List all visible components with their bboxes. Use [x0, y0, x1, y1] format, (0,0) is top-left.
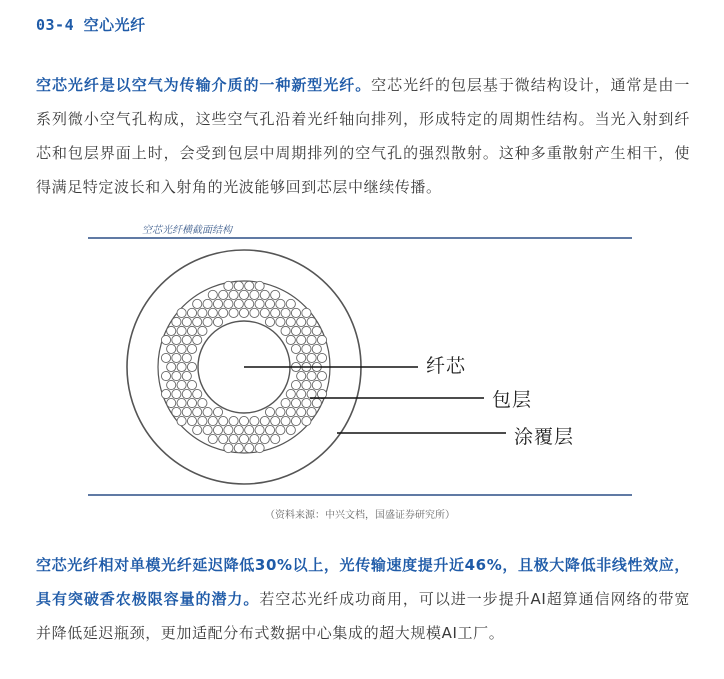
- air-hole: [250, 308, 259, 317]
- air-hole: [167, 398, 176, 407]
- air-hole: [239, 308, 248, 317]
- air-hole: [208, 434, 217, 443]
- air-hole: [291, 398, 300, 407]
- air-hole: [203, 299, 212, 308]
- air-hole: [297, 371, 306, 380]
- air-hole: [286, 389, 295, 398]
- air-hole: [312, 326, 321, 335]
- air-hole: [260, 290, 269, 299]
- air-hole: [177, 398, 186, 407]
- air-hole: [291, 308, 300, 317]
- air-hole: [177, 308, 186, 317]
- air-hole: [250, 290, 259, 299]
- air-hole: [307, 353, 316, 362]
- air-hole: [203, 317, 212, 326]
- air-hole: [302, 380, 311, 389]
- air-hole: [167, 362, 176, 371]
- intro-lead-text: 空芯光纤是以空气为传输介质的一种新型光纤。: [36, 76, 372, 94]
- air-hole: [286, 407, 295, 416]
- air-hole: [302, 308, 311, 317]
- air-hole: [177, 326, 186, 335]
- air-hole: [229, 308, 238, 317]
- air-hole: [307, 335, 316, 344]
- air-hole: [219, 434, 228, 443]
- coating-label: 涂覆层: [514, 426, 575, 448]
- air-hole: [187, 326, 196, 335]
- air-hole: [172, 371, 181, 380]
- air-hole: [182, 335, 191, 344]
- air-hole: [239, 416, 248, 425]
- cladding-label: 包层: [492, 389, 533, 411]
- air-hole: [167, 380, 176, 389]
- air-hole: [193, 407, 202, 416]
- air-hole: [219, 308, 228, 317]
- air-hole: [187, 416, 196, 425]
- air-hole: [177, 380, 186, 389]
- figure-caption: （资料来源：中兴文档，国盛证券研究所）: [265, 510, 455, 521]
- air-hole: [187, 344, 196, 353]
- air-hole: [203, 425, 212, 434]
- air-hole: [297, 317, 306, 326]
- air-hole: [250, 434, 259, 443]
- air-hole: [229, 434, 238, 443]
- air-hole: [317, 353, 326, 362]
- intro-body-text: 空芯光纤的包层基于微结构设计，通常是由一系列微小空气孔构成，这些空气孔沿着光纤轴向排列，形成特定的周期性结构。当光入射到纤芯和包层界面上时，会受到包层中周期排列的空气孔的强烈散射。这种多重散射产生相干，使得满足特定波长和入射角的光波能够回到芯层中继续传播。: [36, 76, 690, 196]
- air-hole: [172, 317, 181, 326]
- air-hole: [297, 389, 306, 398]
- air-hole: [177, 362, 186, 371]
- air-hole: [281, 326, 290, 335]
- air-hole: [224, 281, 233, 290]
- air-hole: [234, 281, 243, 290]
- fiber-diagram: [82, 212, 638, 528]
- air-hole: [317, 371, 326, 380]
- air-hole: [297, 335, 306, 344]
- air-hole: [172, 353, 181, 362]
- air-hole: [198, 416, 207, 425]
- air-hole: [281, 308, 290, 317]
- air-hole: [177, 344, 186, 353]
- air-hole: [317, 335, 326, 344]
- air-hole: [229, 290, 238, 299]
- air-hole: [302, 398, 311, 407]
- air-hole: [193, 299, 202, 308]
- air-hole: [193, 389, 202, 398]
- air-hole: [172, 407, 181, 416]
- air-hole: [219, 416, 228, 425]
- air-hole: [250, 416, 259, 425]
- air-hole: [286, 335, 295, 344]
- air-hole: [291, 416, 300, 425]
- air-hole: [187, 362, 196, 371]
- air-hole: [213, 425, 222, 434]
- air-hole: [312, 380, 321, 389]
- air-hole: [224, 425, 233, 434]
- air-hole: [260, 308, 269, 317]
- air-hole: [193, 425, 202, 434]
- air-hole: [286, 317, 295, 326]
- air-hole: [161, 371, 170, 380]
- air-hole: [167, 344, 176, 353]
- air-hole: [307, 371, 316, 380]
- air-hole: [271, 290, 280, 299]
- air-hole: [182, 317, 191, 326]
- air-hole: [182, 389, 191, 398]
- air-hole: [271, 434, 280, 443]
- air-hole: [187, 380, 196, 389]
- air-hole: [213, 407, 222, 416]
- air-hole: [167, 326, 176, 335]
- air-hole: [302, 326, 311, 335]
- air-hole: [208, 308, 217, 317]
- air-hole: [281, 416, 290, 425]
- air-hole: [177, 416, 186, 425]
- fiber-cross-section-figure: [82, 212, 638, 528]
- air-hole: [161, 335, 170, 344]
- air-hole: [271, 416, 280, 425]
- air-hole: [224, 299, 233, 308]
- conclusion-paragraph: [36, 548, 690, 650]
- air-hole: [312, 344, 321, 353]
- air-hole: [234, 443, 243, 452]
- air-hole: [245, 299, 254, 308]
- air-hole: [219, 290, 228, 299]
- air-hole: [234, 425, 243, 434]
- conclusion-lead-text: 空芯光纤相对单模光纤延迟降低30%以上，光传输速度提升近46%，且极大降低非线性效应，具有突破香农极限容量的潜力。: [36, 556, 690, 608]
- air-hole: [193, 317, 202, 326]
- air-hole: [307, 317, 316, 326]
- air-hole: [276, 407, 285, 416]
- section-heading: 03-4 空心光纤: [36, 16, 146, 34]
- air-hole: [286, 425, 295, 434]
- air-hole: [307, 407, 316, 416]
- air-hole: [302, 344, 311, 353]
- air-hole: [286, 299, 295, 308]
- air-hole: [265, 407, 274, 416]
- air-hole: [245, 443, 254, 452]
- conclusion-body-text: 若空芯光纤成功商用，可以进一步提升AI超算通信网络的带宽并降低延迟瓶颈，更加适配分布式数据中心集成的超大规模AI工厂。: [36, 590, 690, 642]
- core-label: 纤芯: [426, 355, 467, 377]
- air-hole: [291, 326, 300, 335]
- air-hole: [255, 281, 264, 290]
- air-hole: [239, 290, 248, 299]
- air-hole: [172, 335, 181, 344]
- air-hole: [229, 416, 238, 425]
- air-hole: [161, 389, 170, 398]
- air-hole: [198, 326, 207, 335]
- air-hole: [172, 389, 181, 398]
- air-hole: [187, 398, 196, 407]
- air-hole: [312, 398, 321, 407]
- air-hole: [198, 308, 207, 317]
- air-hole: [260, 416, 269, 425]
- air-hole: [193, 335, 202, 344]
- air-hole: [302, 416, 311, 425]
- air-hole: [161, 353, 170, 362]
- air-hole: [255, 299, 264, 308]
- air-hole: [281, 398, 290, 407]
- air-hole: [245, 281, 254, 290]
- air-hole: [245, 425, 254, 434]
- air-hole: [291, 344, 300, 353]
- air-hole: [260, 434, 269, 443]
- air-hole: [239, 434, 248, 443]
- air-hole: [297, 353, 306, 362]
- air-hole: [234, 299, 243, 308]
- air-hole: [182, 353, 191, 362]
- air-hole: [182, 371, 191, 380]
- air-hole: [265, 425, 274, 434]
- air-hole: [213, 299, 222, 308]
- air-hole: [291, 380, 300, 389]
- air-hole: [187, 308, 196, 317]
- air-hole: [255, 425, 264, 434]
- air-hole: [208, 416, 217, 425]
- air-hole: [255, 443, 264, 452]
- air-hole: [276, 425, 285, 434]
- air-hole: [208, 290, 217, 299]
- air-hole: [182, 407, 191, 416]
- air-hole: [213, 317, 222, 326]
- air-hole: [271, 308, 280, 317]
- air-hole: [265, 317, 274, 326]
- air-hole: [297, 407, 306, 416]
- air-hole: [276, 299, 285, 308]
- intro-paragraph: [36, 68, 690, 204]
- air-hole: [198, 398, 207, 407]
- figure-title: 空芯光纤横截面结构: [142, 225, 232, 236]
- air-hole: [276, 317, 285, 326]
- air-hole: [224, 443, 233, 452]
- air-hole: [265, 299, 274, 308]
- air-hole: [203, 407, 212, 416]
